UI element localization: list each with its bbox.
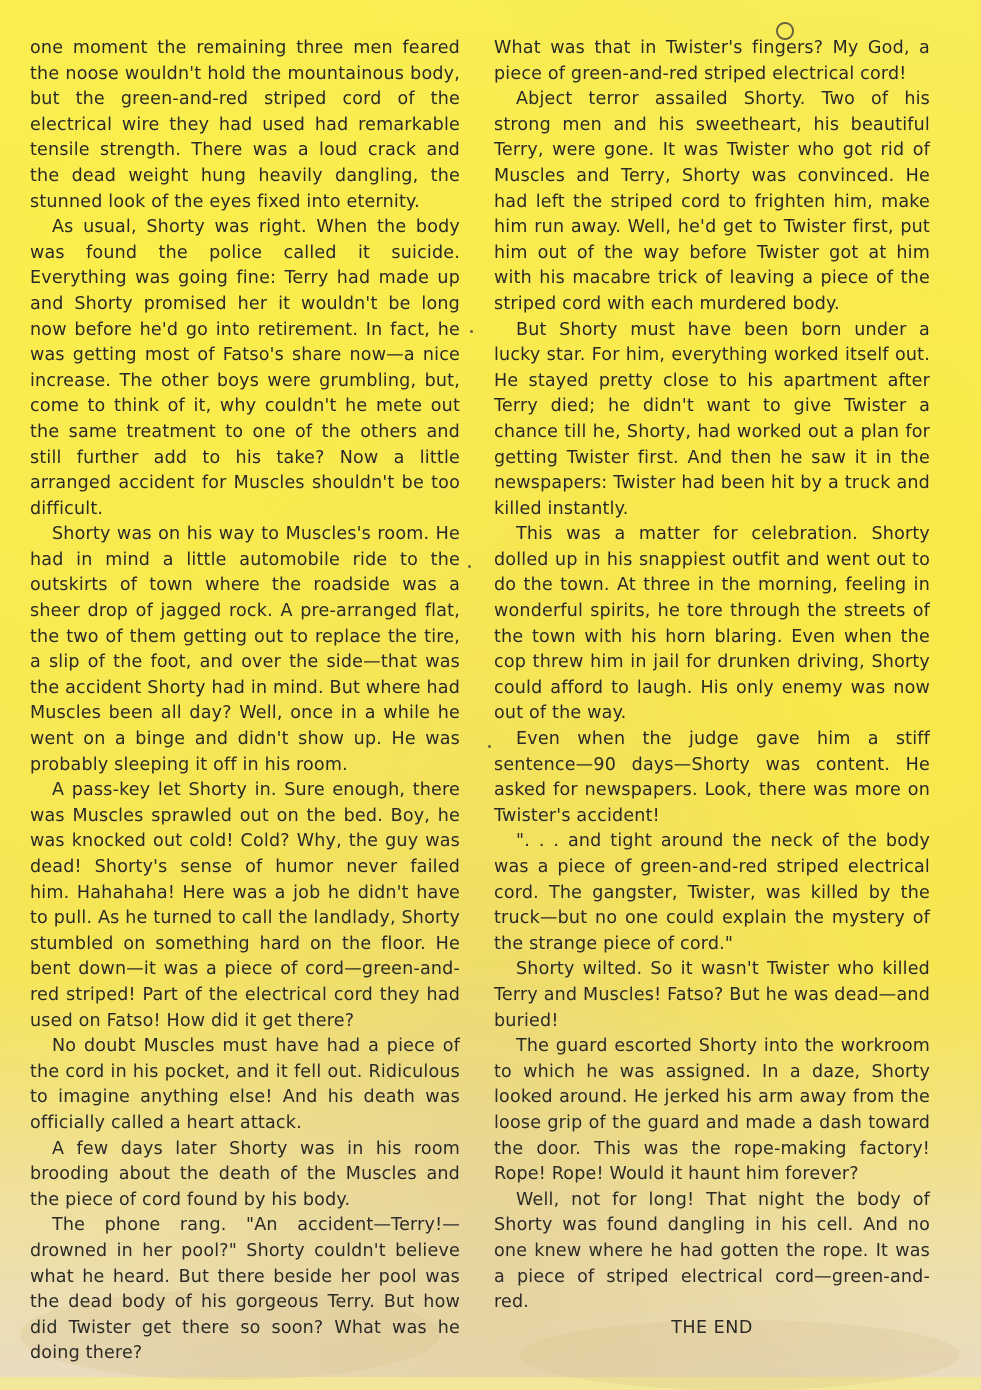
paragraph: Shorty was on his way to Muscles's room. He had in mind a little automobile ride to the outskirts of town where the roadside was a sheer drop of jagged rock. A pre-arranged flat, the two of them getting out to replace the tire, a slip of the foot, and over the side—that was the accident Shorty had in mind. But where had Muscles been all day? Well, once in a while he went on a binge and didn't show up. He was probably sleeping it off in his room. <box>30 524 460 775</box>
paragraph: But Shorty must have been born under a lucky star. For him, everything worked itself out. He stayed pretty close to his apartment after Terry died; he didn't want to give Twister a chance till he, Shorty, had worked out a plan for getting Twister first. And then he saw it in the newspapers: Twister had been hit by a truck and killed instantly. <box>494 319 930 519</box>
paragraph: The phone rang. "An accident—Terry!—drowned in her pool?" Shorty couldn't believe what he heard. But there beside her pool was the dead body of his gorgeous Terry. But how did Twister get there so soon? What was he doing there? <box>30 1215 460 1364</box>
print-speck <box>488 745 491 748</box>
paragraph: one moment the remaining three men feared the noose wouldn't hold the mountainous body, but the green-and-red striped cord of the electrical wire they had used had remarkable tensile strength. There was a loud crack and the dead weight hung heavily dangling, the stunned look of the eyes fixed into eternity. <box>30 38 460 212</box>
paragraph: ". . . and tight around the neck of the body was a piece of green-and-red striped electrical cord. The gangster, Twister, was killed by the truck—but no one could explain the mystery of the strange piece of cord." <box>494 831 930 954</box>
print-speck <box>468 565 471 568</box>
paragraph: This was a matter for celebration. Shorty dolled up in his snappiest outfit and went out to do the town. At three in the morning, feeling in wonderful spirits, he tore through the streets of the town with his horn blaring. Even when the cop threw him in jail for drunken driving, Shorty could afford to laugh. His only enemy was now out of the way. <box>494 524 930 724</box>
paragraph: Abject terror assailed Shorty. Two of his strong men and his sweetheart, his beautiful Terry, were gone. It was Twister who got rid of Muscles and Terry, Shorty was convinced. He had left the striped cord to frighten him, make him run away. Well, he'd get to Twister first, put him out of the way before Twister got at him with his macabre trick of leaving a piece of the striped cord with each murdered body. <box>494 89 930 314</box>
paragraph: Shorty wilted. So it wasn't Twister who killed Terry and Muscles! Fatso? But he was dead—and buried! <box>494 959 930 1031</box>
paragraph: What was that in Twister's fingers? My God, a piece of green-and-red striped electrical cord! <box>494 38 930 84</box>
paragraph: The guard escorted Shorty into the workroom to which he was assigned. In a daze, Shorty looked around. He jerked his arm away from the loose grip of the guard and made a dash toward the door. This was the rope-making factory! Rope! Rope! Would it haunt him forever? <box>494 1036 930 1185</box>
paragraph: A pass-key let Shorty in. Sure enough, there was Muscles sprawled out on the bed. Boy, he was knocked out cold! Cold? Why, the guy was dead! Shorty's sense of humor never failed him. Hahahaha! Here was a job he didn't have to pull. As he turned to call the landlady, Shorty stumbled on something hard on the floor. He bent down—it was a piece of cord—green-and-red striped! Part of the electrical cord they had used on Fatso! How did it get there? <box>30 780 460 1031</box>
paragraph: Well, not for long! That night the body of Shorty was found dangling in his cell. And no one knew where he had gotten the rope. It was a piece of striped electrical cord—green-and-red. <box>494 1189 930 1313</box>
print-speck <box>776 22 794 40</box>
column-divider <box>476 40 477 1310</box>
right-text-column <box>494 36 930 1341</box>
paragraph: A few days later Shorty was in his room brooding about the death of the Muscles and the piece of cord found by his body. <box>30 1138 460 1210</box>
the-end-label: THE END <box>671 1317 753 1338</box>
left-text-column <box>30 36 460 1367</box>
print-speck <box>470 330 473 333</box>
paragraph: No doubt Muscles must have had a piece of the cord in his pocket, and it fell out. Ridiculous to imagine anything else! And his death was officially called a heart attack. <box>30 1036 460 1133</box>
paragraph: As usual, Shorty was right. When the body was found the police called it suicide. Everything was going fine: Terry had made up and Shorty promised her it wouldn't be long now before he'd go into retirement. In fact, he was getting most of Fatso's share now—a nice increase. The other boys were grumbling, but, come to think of it, why couldn't he mete out the same treatment to one of the others and still further add to his take? Now a little arranged accident for Muscles shouldn't be too difficult. <box>30 217 460 519</box>
paragraph: Even when the judge gave him a stiff sentence—90 days—Shorty was content. He asked for newspapers. Look, there was more on Twister's accident! <box>494 729 930 826</box>
